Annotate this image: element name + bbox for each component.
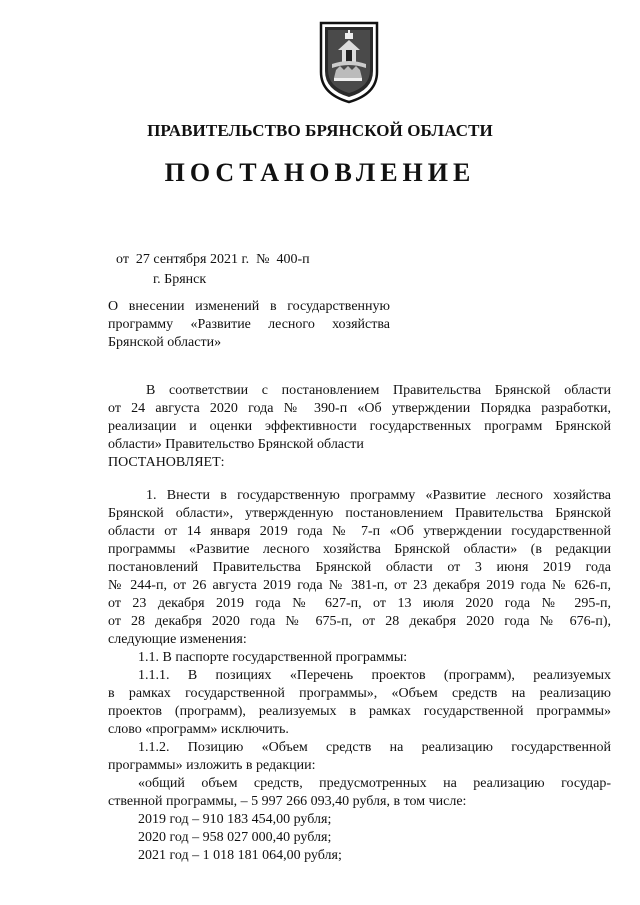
text-line: В соответствии с постановлением Правительства Брянской области	[146, 383, 611, 398]
government-name: ПРАВИТЕЛЬСТВО БРЯНСКОЙ ОБЛАСТИ	[147, 121, 493, 140]
text-line: ственной программы, – 5 997 266 093,40 рубля, в том числе:	[108, 794, 467, 809]
text-line: от 24 августа 2020 года № 390-п «Об утверждении Порядка разработки,	[108, 401, 611, 416]
text-line: от 23 декабря 2019 года № 627-п, от 13 июля 2020 года № 295-п,	[108, 596, 611, 611]
text-line: программы «Развитие лесного хозяйства Брянской области» (в редакции	[108, 542, 611, 557]
text-line: в рамках государственной программы», «Объем средств на реализацию	[108, 686, 611, 701]
text-line: программы» изложить в редакции:	[108, 758, 316, 773]
text-line: слово «программ» исключить.	[108, 722, 289, 737]
budget-year-line: 2020 год – 958 027 000,40 рубля;	[138, 830, 332, 845]
text-line: 1.1. В паспорте государственной программы:	[138, 650, 408, 665]
subject-line: Брянской области»	[108, 335, 222, 350]
item-1-paragraph	[108, 487, 611, 865]
text-line: № 244-п, от 26 августа 2019 года № 381-п, от 23 декабря 2019 года № 626-п,	[108, 578, 611, 593]
text-line: Брянской области», утвержденную постановлением Правительства Брянской	[108, 506, 611, 521]
subject-line: программу «Развитие лесного хозяйства	[108, 317, 390, 332]
document-subject	[108, 298, 390, 352]
budget-year-line: 2021 год – 1 018 181 064,00 рубля;	[138, 848, 342, 863]
text-line: «общий объем средств, предусмотренных на реализацию государ-	[138, 776, 611, 791]
text-line: постановлений Правительства Брянской области от 3 июня 2019 года	[108, 560, 611, 575]
text-line: реализации и оценки эффективности государственных программ Брянской	[108, 419, 611, 434]
document-type-title: ПОСТАНОВЛЕНИЕ	[164, 158, 476, 187]
document-city: г. Брянск	[153, 272, 207, 287]
text-line: 1.1.1. В позициях «Перечень проектов (программ), реализуемых	[138, 668, 611, 683]
text-line: следующие изменения:	[108, 632, 247, 647]
text-line: от 28 декабря 2020 года № 675-п, от 28 декабря 2020 года № 676-п),	[108, 614, 611, 629]
resolves-heading: ПОСТАНОВЛЯЕТ:	[108, 455, 225, 470]
text-line: области» Правительство Брянской области	[108, 437, 364, 452]
budget-year-line: 2019 год – 910 183 454,00 рубля;	[138, 812, 332, 827]
text-line: области от 14 января 2019 года № 7-п «Об утверждении государственной	[108, 524, 611, 539]
bryansk-coat-of-arms-icon	[318, 20, 380, 104]
document-date-number: от 27 сентября 2021 г. № 400-п	[116, 252, 310, 267]
subject-line: О внесении изменений в государственную	[108, 299, 390, 314]
preamble-paragraph	[108, 382, 611, 472]
text-line: 1. Внести в государственную программу «Развитие лесного хозяйства	[146, 488, 611, 503]
text-line: 1.1.2. Позицию «Объем средств на реализацию государственной	[138, 740, 611, 755]
text-line: проектов (программ), реализуемых в рамках государственной программы»	[108, 704, 611, 719]
